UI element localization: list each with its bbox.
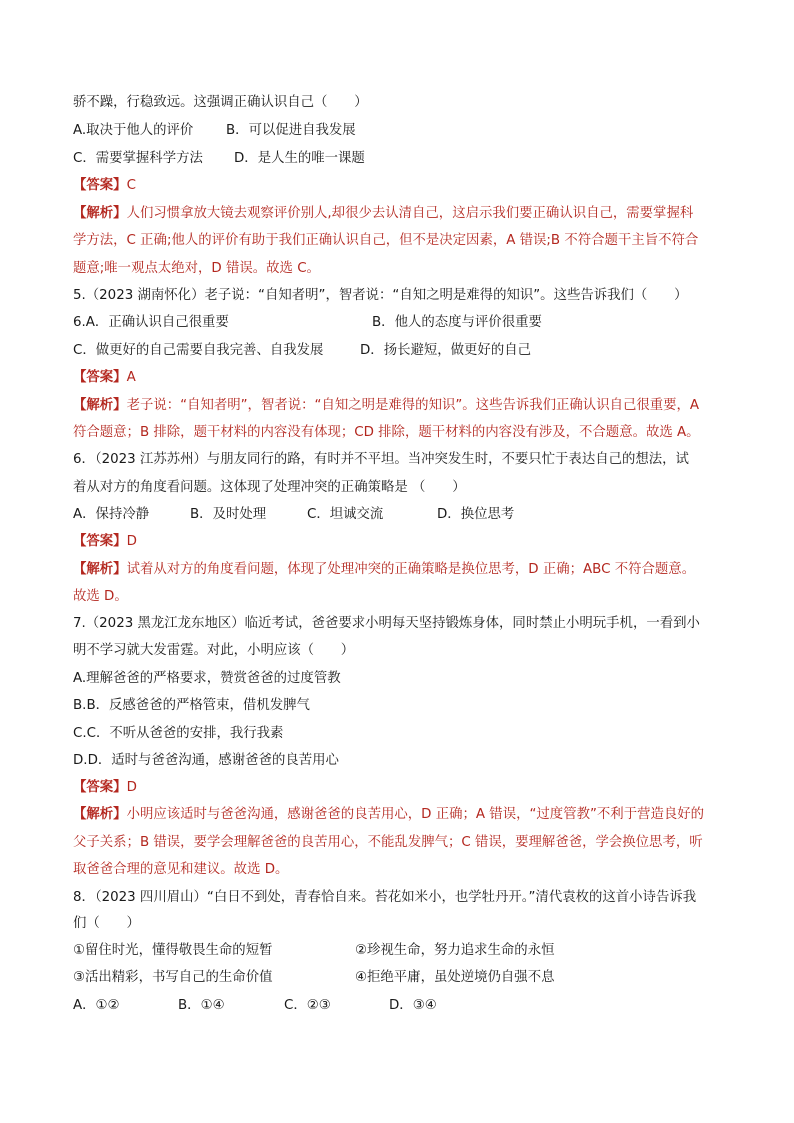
answer-value: D — [126, 780, 137, 795]
q6-option-b: B．及时处理 — [190, 507, 267, 522]
q6-answer — [73, 532, 137, 552]
analysis-tag: 【解析】 — [73, 398, 127, 413]
answer-value: C — [126, 178, 136, 193]
q6-option-c: C．坦诚交流 — [307, 507, 384, 522]
q6-option-d: D．换位思考 — [437, 507, 515, 522]
q7-analysis-line-1 — [73, 805, 704, 825]
analysis-tag: 【解析】 — [73, 562, 127, 577]
q7-analysis-line-2: 父子关系；B 错误，要学会理解爸爸的良苦用心，不能乱发脾气；C 错误，要理解爸爸，学会换位思考，听 — [73, 835, 703, 850]
q5-option-b: B．他人的态度与评价很重要 — [372, 315, 542, 330]
q4-answer — [73, 176, 136, 196]
analysis-text: 人们习惯拿放大镜去观察评价别人,却很少去认清自己，这启示我们要正确认识自己，需要掌握科 — [126, 206, 694, 221]
q5-option-a: 6.A．正确认识自己很重要 — [73, 315, 229, 330]
q7-analysis-line-3: 取爸爸合理的意见和建议。故选 D。 — [73, 862, 289, 877]
q7-answer — [73, 778, 137, 798]
analysis-text: 小明应该适时与爸爸沟通，感谢爸爸的良苦用心，D 正确；A 错误，“过度管教”不利于营造良好的 — [126, 807, 705, 822]
q4-option-b: B．可以促进自我发展 — [226, 123, 356, 138]
answer-tag: 【答案】 — [73, 370, 127, 385]
q7-stem-line-2: 明不学习就大发雷霆。对此，小明应该（ ） — [73, 643, 355, 658]
q5-analysis-line-1 — [73, 396, 699, 416]
q6-stem-line-2: 着从对方的角度看问题。这体现了处理冲突的正确策略是 （ ） — [73, 480, 466, 495]
q8-stem-line-1: 8．（2023 四川眉山）“白日不到处，青春恰自来。苔花如米小，也学牡丹开。”清代袁枚的这首小诗告诉我 — [73, 890, 697, 905]
analysis-tag: 【解析】 — [73, 807, 127, 822]
answer-tag: 【答案】 — [73, 534, 127, 549]
answer-value: A — [126, 370, 136, 385]
q6-analysis-line-1 — [73, 560, 695, 580]
q4-option-a: A.取决于他人的评价 — [73, 123, 194, 138]
q8-item-2: ②珍视生命，努力追求生命的永恒 — [355, 943, 555, 958]
q5-analysis-line-2: 符合题意；B 排除，题干材料的内容没有体现；CD 排除，题干材料的内容没有涉及，不合题意。故选 A。 — [73, 425, 700, 440]
answer-value: D — [126, 534, 137, 549]
q8-stem-line-2: 们（ ） — [73, 916, 140, 931]
answer-tag: 【答案】 — [73, 178, 127, 193]
q7-option-a: A.理解爸爸的严格要求，赞赏爸爸的过度管教 — [73, 671, 341, 686]
q7-option-d: D.D．适时与爸爸沟通，感谢爸爸的良苦用心 — [73, 753, 339, 768]
q4-option-c: C．需要掌握科学方法 — [73, 151, 203, 166]
q7-option-b: B.B．反感爸爸的严格管束，借机发脾气 — [73, 698, 310, 713]
q8-item-4: ④拒绝平庸，虽处逆境仍自强不息 — [355, 970, 555, 985]
q8-option-b: B．①④ — [178, 998, 225, 1013]
q6-option-a: A．保持冷静 — [73, 507, 150, 522]
q5-option-c: C．做更好的自己需要自我完善、自我发展 — [73, 343, 324, 358]
q5-stem: 5.（2023 湖南怀化）老子说：“自知者明”，智者说：“自知之明是难得的知识”。这些告诉我们（ ） — [73, 288, 688, 303]
q4-stem-tail: 骄不躁，行稳致远。这强调正确认识自己（ ） — [73, 95, 368, 110]
q7-option-c: C.C．不听从爸爸的安排，我行我素 — [73, 726, 284, 741]
q8-option-d: D．③④ — [389, 998, 437, 1013]
q7-stem-line-1: 7.（2023 黑龙江龙东地区）临近考试，爸爸要求小明每天坚持锻炼身体，同时禁止小明玩手机，一看到小 — [73, 616, 700, 631]
q6-stem-line-1: 6．（2023 江苏苏州）与朋友同行的路，有时并不平坦。当冲突发生时，不要只忙于表达自己的想法，试 — [73, 452, 689, 467]
answer-tag: 【答案】 — [73, 780, 127, 795]
q4-analysis-line-3: 题意;唯一观点太绝对，D 错误。故选 C。 — [73, 261, 320, 276]
q4-option-d: D．是人生的唯一课题 — [234, 151, 365, 166]
q8-option-a: A．①② — [73, 998, 120, 1013]
q6-analysis-line-2: 故选 D。 — [73, 589, 128, 604]
q4-analysis-line-1 — [73, 204, 693, 224]
q8-item-1: ①留住时光，懂得敬畏生命的短暂 — [73, 943, 273, 958]
q5-option-d: D．扬长避短，做更好的自己 — [360, 343, 531, 358]
q5-answer — [73, 368, 136, 388]
q8-item-3: ③活出精彩，书写自己的生命价值 — [73, 970, 273, 985]
q4-analysis-line-2: 学方法，C 正确;他人的评价有助于我们正确认识自己，但不是决定因素，A 错误;B 不符合题干主旨不符合 — [73, 233, 699, 248]
q8-option-c: C．②③ — [284, 998, 331, 1013]
analysis-text: 老子说：“自知者明”，智者说：“自知之明是难得的知识”。这些告诉我们正确认识自己很重要，A — [126, 398, 700, 413]
analysis-tag: 【解析】 — [73, 206, 127, 221]
analysis-text: 试着从对方的角度看问题，体现了处理冲突的正确策略是换位思考，D 正确；ABC 不符合题意。 — [126, 562, 696, 577]
